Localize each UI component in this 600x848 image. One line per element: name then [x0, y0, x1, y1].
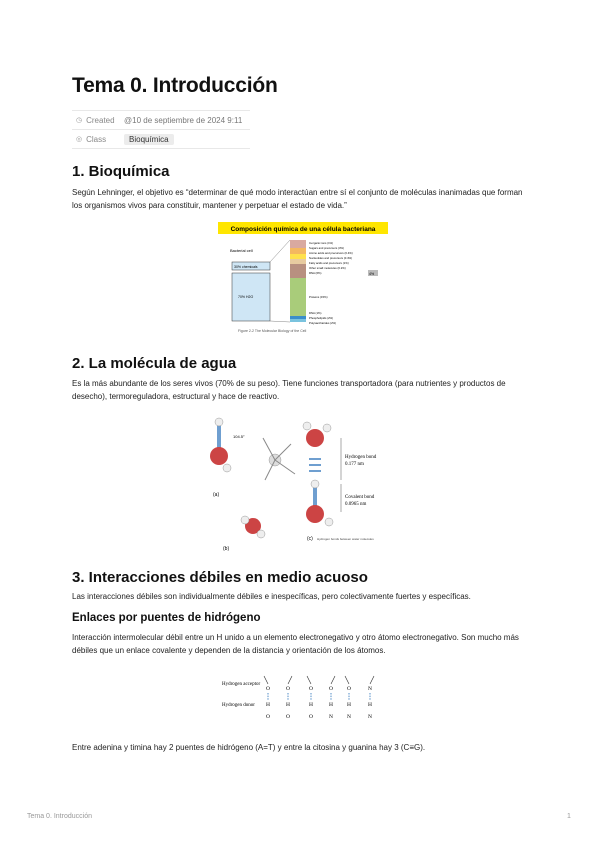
- figure-hydrogen-bonds: [218, 668, 383, 720]
- hb-dash: [330, 696, 331, 698]
- property-row-class: ◎ Class Bioquímica: [72, 130, 250, 149]
- footer-title: Tema 0. Introducción: [27, 813, 92, 820]
- segment-proteins: [290, 278, 306, 316]
- hb-dash: [310, 698, 311, 700]
- class-tag[interactable]: Bioquímica: [124, 134, 174, 145]
- figure1-segment-3: Nucleotides and precursors (0.4%): [309, 256, 353, 260]
- figure1-segment-6: RNA (6%): [309, 271, 322, 275]
- hb-donor-h: H: [329, 702, 333, 708]
- figure1-side-label: 4%: [369, 272, 375, 276]
- figure2-angle: 104.5°: [233, 434, 245, 439]
- hb-dash: [267, 698, 268, 700]
- hb-top-atom: N: [368, 686, 372, 692]
- hb-dash: [348, 698, 349, 700]
- figure2-hbond-label: Hydrogen bond: [345, 455, 377, 460]
- hb-donor-h: H: [347, 702, 351, 708]
- figure2-label-a: (a): [213, 492, 220, 498]
- hb-donor-h: H: [309, 702, 313, 708]
- segment-lipids: [290, 319, 306, 322]
- hb-dash: [267, 696, 268, 698]
- segment-amino: [290, 254, 306, 259]
- hb-bond-line: [264, 676, 268, 684]
- figure3-donor: Hydrogen donor: [222, 703, 255, 708]
- hb-donor-h: H: [286, 702, 290, 708]
- hb-bond-line: [307, 676, 311, 684]
- figure1-segment-5: Other small molecules (0.2%): [309, 266, 346, 270]
- hb-top-atom: O: [329, 686, 333, 692]
- figure1-caption: Figure 2-2 The Molecular Biology of the Cell: [238, 329, 307, 333]
- section-text-bases: Entre adenina y timina hay 2 puentes de hidrógeno (A=T) y entre la citosina y guanina hay 3 (C≡G).: [72, 743, 426, 752]
- figure2-hbond-dist: 0.177 nm: [345, 462, 364, 467]
- figure1-segment-9: Phospholipids (2%): [309, 316, 334, 320]
- hb-top-atom: O: [266, 686, 270, 692]
- figure1-big-bar-label: 70% H2O: [238, 295, 254, 299]
- hb-bottom-atom: N: [347, 714, 351, 720]
- section-text-interacciones: Las interacciones débiles son individualmente débiles e inespecíficas, pero colectivamente fuertes y específicas.: [72, 592, 471, 601]
- hb-top-atom: O: [286, 686, 290, 692]
- page-number: 1: [567, 813, 571, 820]
- hb-dash: [348, 696, 349, 698]
- hb-dash: [267, 693, 268, 695]
- figure1-small-bar-label: 30% chemicals: [234, 265, 258, 269]
- segment-ions: [290, 240, 306, 248]
- figure2-label-b: (b): [223, 546, 230, 552]
- hb-dash: [310, 696, 311, 698]
- hb-dash: [369, 693, 370, 695]
- subheading-puentes-hidrogeno: Enlaces por puentes de hidrógeno: [72, 612, 261, 624]
- page-title: Tema 0. Introducción: [72, 74, 278, 97]
- figure3-acceptor: Hydrogen acceptor: [222, 682, 261, 687]
- hb-dash: [330, 698, 331, 700]
- segment-rna: [290, 264, 306, 278]
- hb-bond-line: [345, 676, 349, 684]
- figure1-title: Composición química de una célula bacteriana: [230, 226, 376, 233]
- hb-top-atom: O: [347, 686, 351, 692]
- hb-bottom-atom: O: [286, 714, 290, 720]
- segment-sugars: [290, 248, 306, 254]
- hb-dash: [287, 696, 288, 698]
- segment-dna: [290, 316, 306, 319]
- hb-dash: [369, 696, 370, 698]
- hb-dash: [369, 698, 370, 700]
- created-value: @10 de septiembre de 2024 9:11: [124, 115, 243, 125]
- hb-bottom-atom: O: [266, 714, 270, 720]
- figure1-segment-4: Fatty acids and precursors (1%): [309, 261, 349, 265]
- section-text-agua: Es la más abundante de los seres vivos (70% de su peso). Tiene funciones transportadora (para nutrientes y productos de desecho), termoreguladora, estructural y hace de reactivo.: [72, 379, 506, 401]
- hb-top-atom: O: [309, 686, 313, 692]
- hb-dash: [287, 698, 288, 700]
- section-heading-interacciones: 3. Interacciones débiles en medio acuoso: [72, 569, 368, 586]
- figure1-segment-0: Inorganic ions (1%): [309, 241, 334, 245]
- hb-donor-h: H: [266, 702, 270, 708]
- section-text-puentes: Interacción intermolecular débil entre un H unido a un elemento electronegativo y otro átomo electronegativo. Son mucho más débiles que un enlace covalente y dependen de la distancia y orientación de los átomos.: [72, 633, 519, 655]
- figure1-segment-10: Polysaccharides (2%): [309, 321, 337, 325]
- figure1-segment-2: Amino acids and precursors (0.4%): [309, 251, 353, 255]
- segment-small: [290, 259, 306, 264]
- hb-donor-h: H: [368, 702, 372, 708]
- section-heading-bioquimica: 1. Bioquímica: [72, 163, 170, 180]
- hb-bottom-atom: N: [329, 714, 333, 720]
- hb-bond-line: [331, 676, 335, 684]
- figure2-label-c: (c): [307, 536, 313, 542]
- figure2-note: Hydrogen bonds between water molecules: [317, 537, 374, 541]
- figure1-segment-7: Proteins (15%): [309, 295, 328, 299]
- clock-icon: ◷: [76, 117, 83, 124]
- hb-bond-line: [370, 676, 374, 684]
- figure1-segment-8: DNA (1%): [309, 311, 322, 315]
- figure1-segment-1: Sugars and precursors (3%): [309, 246, 344, 250]
- figure1-cell-label: Bacterial cell: [230, 248, 253, 253]
- hb-bottom-atom: O: [309, 714, 313, 720]
- figure2-cov-label: Covalent bond: [345, 495, 375, 500]
- figure2-cov-dist: 0.0965 nm: [345, 502, 367, 507]
- property-row-created: ◷ Created @10 de septiembre de 2024 9:11: [72, 111, 250, 130]
- hb-bottom-atom: N: [368, 714, 372, 720]
- section-heading-agua: 2. La molécula de agua: [72, 355, 237, 372]
- hb-dash: [348, 693, 349, 695]
- figure-water-molecule: [195, 408, 415, 554]
- hb-dash: [330, 693, 331, 695]
- list-icon: ◎: [76, 136, 83, 143]
- figure-bacterial-composition: [218, 218, 388, 336]
- section-text-bioquimica: Según Lehninger, el objetivo es “determinar de qué modo interactúan entre sí el conjunto de moléculas inanimadas que forman los organismos vivos para constituir, mantener y perpetuar el estado de vida.”: [72, 188, 523, 210]
- hb-dash: [310, 693, 311, 695]
- properties-table: [72, 110, 250, 149]
- hb-bond-line: [288, 676, 292, 684]
- hb-dash: [287, 693, 288, 695]
